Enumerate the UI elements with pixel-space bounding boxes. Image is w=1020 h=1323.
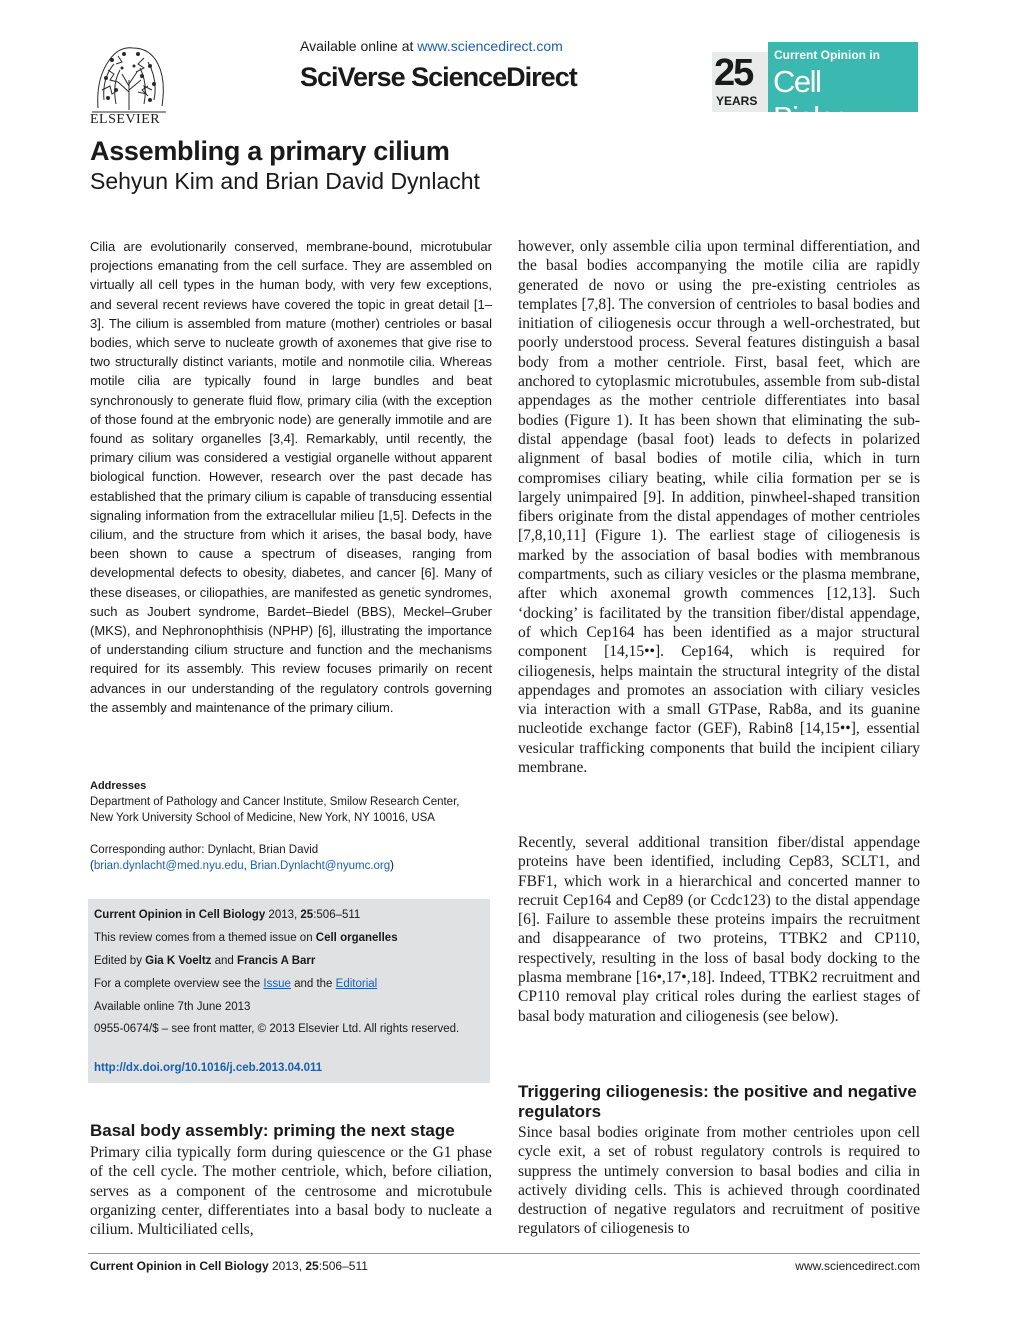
paren-open: ( — [90, 860, 94, 872]
info-overview-prefix: For a complete overview see the — [94, 978, 264, 990]
article-title: Assembling a primary cilium — [90, 136, 450, 166]
article-info-box — [88, 899, 490, 1083]
info-theme — [94, 930, 486, 946]
footer-volume: 25 — [305, 1259, 319, 1273]
journal-name: Cell Biology — [773, 64, 865, 135]
info-editor-2: Francis A Barr — [236, 955, 316, 967]
info-copyright: 0955-0674/$ – see front matter, © 2013 Elsevier Ltd. All rights reserved. — [94, 1023, 460, 1035]
footer-citation — [90, 1259, 368, 1273]
info-citation — [94, 907, 486, 923]
address-line-2: New York University School of Medicine, New York, NY 10016, USA — [90, 812, 435, 824]
info-overview — [94, 976, 486, 992]
footer-journal: Current Opinion in Cell Biology — [90, 1259, 269, 1273]
available-online-line — [300, 38, 563, 54]
email-separator: , — [243, 860, 250, 872]
elsevier-logo — [88, 40, 170, 128]
journal-prefix: Current Opinion in — [774, 48, 880, 62]
addresses-heading: Addresses — [90, 780, 147, 792]
footer-divider — [88, 1253, 920, 1254]
right-paragraph-3: Since basal bodies originate from mother centrioles upon cell cycle exit, a set of robust regulatory controls is required to suppress the untimely conversion to basal bodies and cilia in actively dividing cells. This is achieved through coordinated destruction of negative regulators and recruitment of positive regulators of ciliogenesis to — [518, 1124, 920, 1238]
section-text-basal-body: Primary cilia typically form during quiescence or the G1 phase of the cell cycle. The mother centriole, which, before ciliation, serves as a component of the centrosome and microtubule organizing center, differentiates into a basal body to nucleate a cilium. Multiciliated cells, — [90, 1144, 492, 1239]
info-theme-name: Cell organelles — [315, 932, 398, 944]
info-edited-prefix: Edited by — [94, 955, 146, 967]
email-link-1[interactable]: brian.dynlacht@med.nyu.edu — [93, 860, 244, 872]
years-number: 25 — [714, 52, 753, 94]
address-line-1: Department of Pathology and Cancer Institute, Smilow Research Center, — [90, 796, 460, 808]
right-paragraph-2: Recently, several additional transition fiber/distal appendage proteins have been identified, including Cep83, SCLT1, and FBF1, which work in a hierarchical and concerted manner to recruit Cep164 and Cep89 (or Ccdc123) to the distal appendage [6]. Failure to assemble these proteins impairs the recruitment and disappearance of two proteins, TTBK2 and CP110, respectively, resulting in the loss of basal body docking to the plasma membrane [16•,17•,18]. Indeed, TTBK2 recruitment and CP110 removal play critical roles during the earliest stages of basal body maturation and ciliogenesis (see below). — [518, 834, 920, 1025]
platform-name: SciVerse ScienceDirect — [300, 62, 577, 92]
info-overview-mid: and the — [290, 978, 336, 990]
info-theme-prefix: This review comes from a themed issue on — [94, 932, 316, 944]
addresses-text — [90, 794, 492, 826]
info-journal: Current Opinion in Cell Biology — [94, 909, 266, 921]
info-year: 2013, — [265, 909, 301, 921]
info-editors — [94, 953, 486, 969]
info-pages: :506–511 — [313, 909, 361, 921]
journal-logo — [712, 42, 918, 135]
section-heading-basal-body: Basal body assembly: priming the next stage — [90, 1121, 455, 1140]
publisher-name: ELSEVIER — [90, 112, 161, 127]
years-label: YEARS — [716, 94, 758, 108]
right-paragraph-1: however, only assemble cilia upon terminal differentiation, and the basal bodies accompanying the motile cilia are rapidly generated de novo or using the pre-existing centrioles as templates [7,8]. The conversion of centrioles to basal bodies and initiation of ciliogenesis occur through a well-orchestrated, but poorly understood process. Several features distinguish a basal body from a mother centriole. First, basal feet, which are anchored to cytoplasmic microtubules, assemble from sub-distal appendages as the mother centriole differentiates into basal bodies (Figure 1). It has been shown that eliminating the sub-distal appendage (basal foot) leads to defects in polarized alignment of basal bodies of motile cilia, which in turn compromises ciliary beating, while cilia formation per se is largely unimpaired [9]. In addition, pinwheel-shaped transition fibers originate from the distal appendages of mother centrioles [7,8,10,11] (Figure 1). The earliest stage of ciliogenesis is marked by the association of basal bodies with membranous compartments, such as ciliary vesicles or the plasma membrane, after which axonemal growth commences [12,13]. Such ‘docking’ is facilitated by the transition fiber/distal appendage, of which Cep164 has been identified as a major structural component [14,15••]. Cep164, which is required for ciliogenesis, helps maintain the structural integrity of the distal appendages and promotes an association with ciliary vesicles via interaction with a small GTPase, Rab8a, and its guanine nucleotide exchange factor (GEF), Rabin8 [14,15••], essential vesicular trafficking components that build the incipient ciliary membrane. — [518, 238, 920, 777]
paren-close: ) — [390, 860, 394, 872]
sciencedirect-link[interactable]: www.sciencedirect.com — [417, 38, 563, 54]
info-editor-1: Gia K Voeltz — [145, 955, 212, 967]
info-volume: 25 — [300, 909, 314, 921]
info-available: Available online 7th June 2013 — [94, 1001, 251, 1013]
issue-link[interactable]: Issue — [263, 978, 291, 990]
footer-url[interactable]: www.sciencedirect.com — [795, 1259, 920, 1273]
abstract-text: Cilia are evolutionarily conserved, membrane-bound, microtubular projections emanating from the cell surface. They are assembled on virtually all cell types in the human body, with very few exceptions, and several recent reviews have covered the topic in great detail [1–3]. The cilium is assembled from mature (mother) centrioles or basal bodies, which serve to nucleate growth of axonemes that give rise to two structurally distinct variants, motile and nonmotile cilia. Whereas motile cilia are typically found in large bundles and beat synchronously to generate fluid flow, primary cilia (with the exception of those found at the embryonic node) are generally immotile and are found as solitary organelles [3,4]. Remarkably, until recently, the primary cilium was considered a vestigial organelle without apparent biological function. However, research over the past decade has established that the primary cilium is capable of transducing essential signaling information from the extracellular milieu [1,5]. Defects in the cilium, and the structure from which it arises, the basal body, have been shown to cause a spectrum of diseases, ranging from developmental defects to obesity, diabetes, and cancer [6]. Many of these diseases, or ciliopathies, are manifested as genetic syndromes, such as Joubert syndrome, Bardet–Biedel (BBS), Meckel–Gruber (MKS), and Nephronophthisis (NPHP) [6], illustrating the importance of understanding cilium structure and function and the mechanisms required for its assembly. This review focuses primarily on recent advances in our understanding of the regulatory controls governing the assembly and maintenance of the primary cilium. — [90, 239, 492, 715]
corresponding-author — [90, 842, 492, 874]
corresponding-emails — [90, 858, 492, 874]
section-heading-triggering: Triggering ciliogenesis: the positive and negative regulators — [518, 1082, 917, 1121]
email-link-2[interactable]: Brian.Dynlacht@nyumc.org — [250, 860, 391, 872]
article-authors: Sehyun Kim and Brian David Dynlacht — [90, 168, 480, 194]
journal-title-block — [768, 42, 918, 135]
corresponding-name: Corresponding author: Dynlacht, Brian David — [90, 844, 319, 856]
editorial-link[interactable]: Editorial — [335, 978, 378, 990]
years-badge — [712, 52, 768, 112]
info-and: and — [211, 955, 237, 967]
doi-link[interactable]: http://dx.doi.org/10.1016/j.ceb.2013.04.011 — [94, 1062, 323, 1074]
footer-year: 2013, — [268, 1259, 306, 1273]
available-prefix: Available online at — [300, 38, 418, 54]
footer-pages: :506–511 — [318, 1259, 368, 1273]
